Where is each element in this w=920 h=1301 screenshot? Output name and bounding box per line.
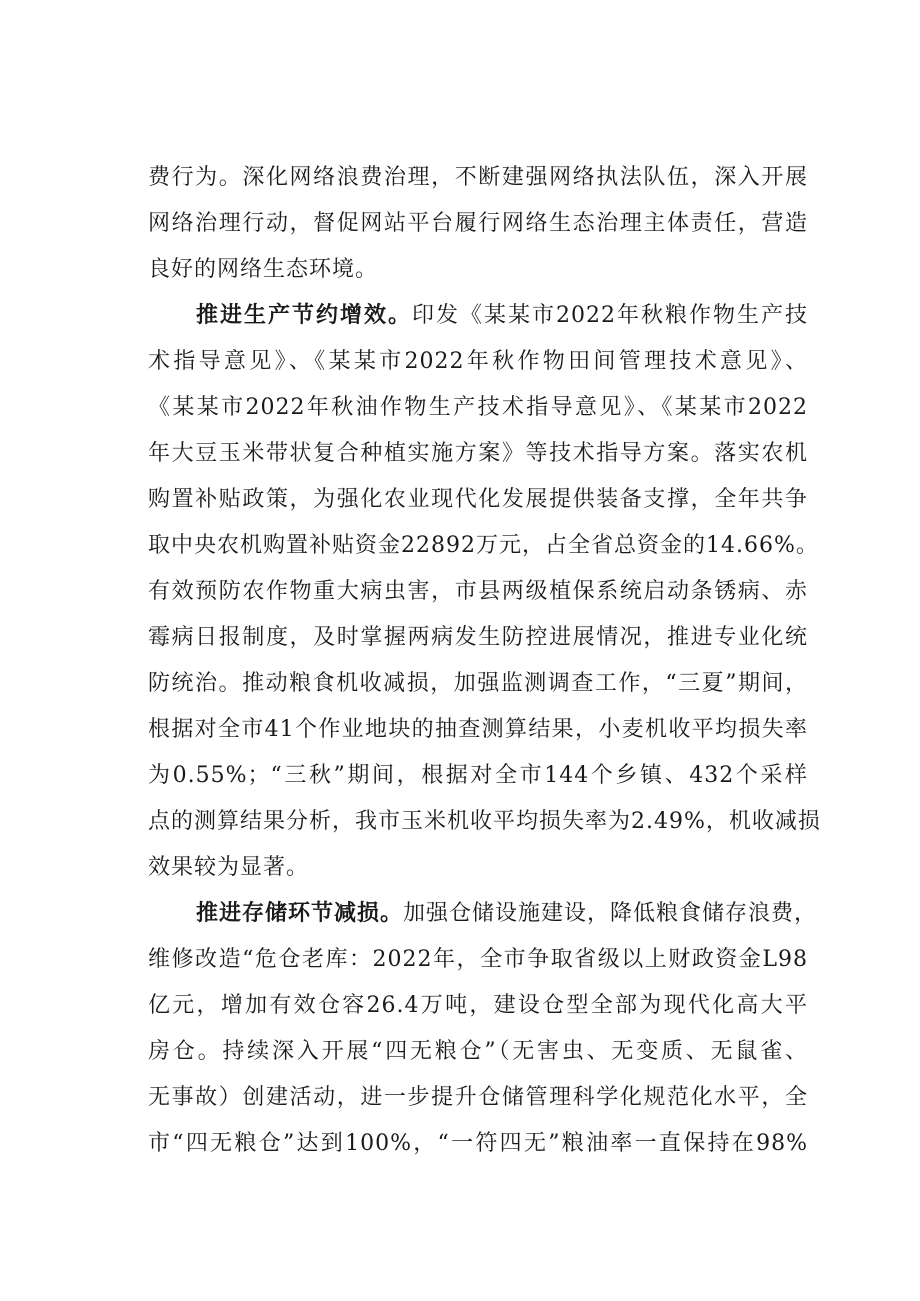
paragraph-2-line-7: 有效预防农作物重大病虫害，市县两级植保系统启动条锈病、赤 <box>148 579 808 604</box>
paragraph-2-heading: 推进生产节约增效。 <box>196 303 412 328</box>
paragraph-3-line-2: 维修改造“危仓老库：2022年，全市争取省级以上财政资金L98 <box>148 947 808 972</box>
paragraph-3-line-3: 亿元，增加有效仓容26.4万吨，建设仓型全部为现代化高大平 <box>148 993 808 1018</box>
paragraph-2-line-2: 术指导意见》、《某某市2022年秋作物田间管理技术意见》、 <box>148 349 808 374</box>
paragraph-3-line-1 <box>196 894 818 934</box>
paragraph-1-line-2: 网络治理行动，督促网站平台履行网络生态治理主体责任，营造 <box>148 211 808 236</box>
paragraph-3-line-6: 市“四无粮仓”达到100%，“一符四无”粮油率一直保持在98% <box>148 1131 808 1156</box>
paragraph-3-heading: 推进存储环节减损。 <box>196 901 404 926</box>
paragraph-2-line-3: 《某某市2022年秋油作物生产技术指导意见》、《某某市2022 <box>148 395 808 420</box>
paragraph-3-line-5: 无事故）创建活动，进一步提升仓储管理科学化规范化水平，全 <box>148 1085 808 1110</box>
paragraph-3-line-1-text: 加强仓储设施建设，降低粮食储存浪费， <box>403 901 818 926</box>
paragraph-2-line-1-text: 印发《某某市2022年秋粮作物生产技 <box>412 303 808 328</box>
paragraph-2-line-5: 购置补贴政策，为强化农业现代化发展提供装备支撑，全年共争 <box>148 487 808 512</box>
paragraph-2-line-9: 防统治。推动粮食机收减损，加强监测调查工作，“三夏”期间， <box>148 671 808 696</box>
paragraph-2-line-12: 点的测算结果分析，我市玉米机收平均损失率为2.49%，机收减损 <box>148 809 821 834</box>
paragraph-3-line-4: 房仓。持续深入开展“四无粮仓”（无害虫、无变质、无鼠雀、 <box>148 1039 808 1064</box>
paragraph-2-line-1 <box>196 296 808 336</box>
paragraph-2-line-4: 年大豆玉米带状复合种植实施方案》等技术指导方案。落实农机 <box>148 441 808 466</box>
paragraph-2-line-8: 霉病日报制度，及时掌握两病发生防控进展情况，推进专业化统 <box>148 625 808 650</box>
paragraph-1-line-3: 良好的网络生态环境。 <box>148 257 379 282</box>
paragraph-2-line-11: 为0.55%；“三秋”期间，根据对全市144个乡镇、432个采样 <box>148 763 808 788</box>
paragraph-1-line-1: 费行为。深化网络浪费治理，不断建强网络执法队伍，深入开展 <box>148 165 808 190</box>
paragraph-2-line-13: 效果较为显著。 <box>148 855 310 880</box>
paragraph-2-line-6: 取中央农机购置补贴资金22892万元，占全省总资金的14.66%。 <box>148 533 819 558</box>
paragraph-2-line-10: 根据对全市41个作业地块的抽查测算结果，小麦机收平均损失率 <box>148 717 808 742</box>
